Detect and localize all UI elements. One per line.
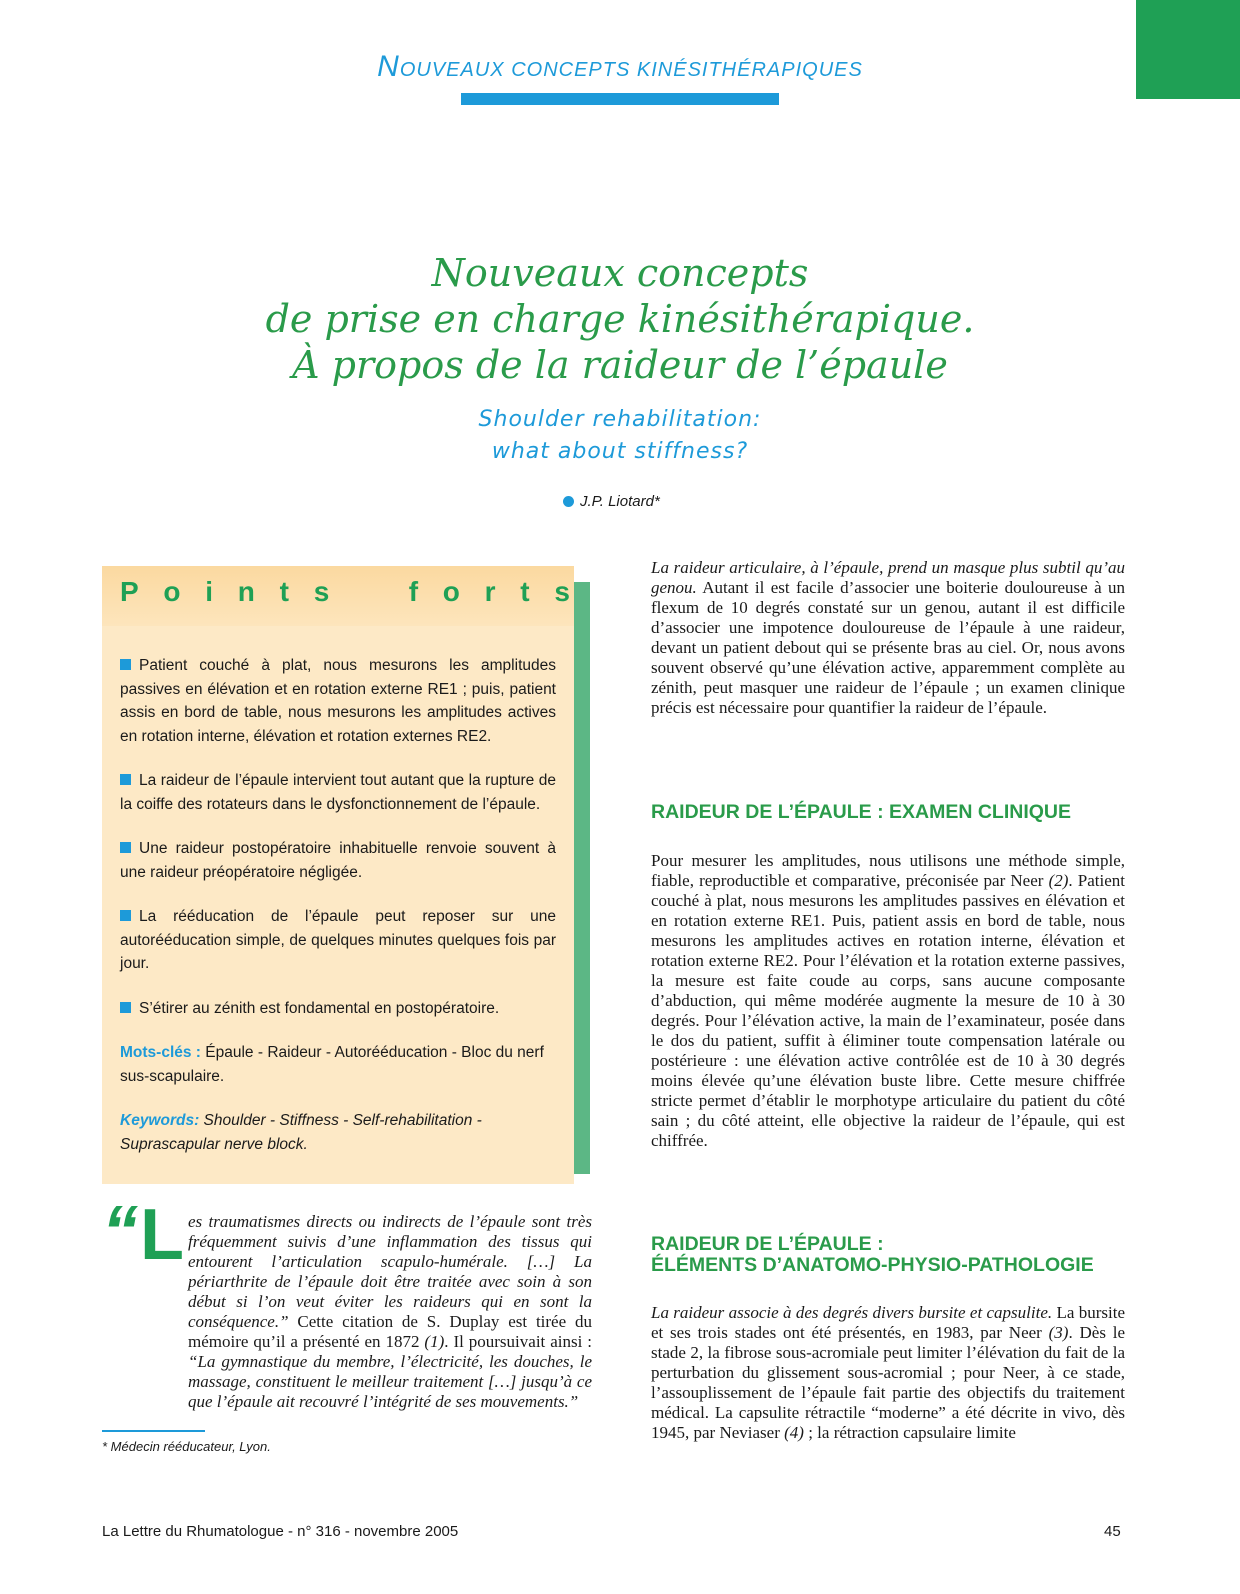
- section-heading-initial: N: [377, 50, 400, 83]
- mots-cles-label: Mots-clés :: [120, 1044, 201, 1061]
- list-item: Patient couché à plat, nous mesurons les amplitudes passives en élévation et en rotation externe RE1 ; puis, patient assis en bord de table, nous mesurons les amplitudes actives en rotation interne, élévation et rotation externes RE2.: [120, 657, 556, 745]
- citation-ref: (3): [1048, 1323, 1069, 1342]
- mots-cles-text: Épaule - Raideur - Autorééducation - Bloc du nerf sus-scapulaire.: [120, 1044, 544, 1085]
- subtitle-line-2: what about stiffness?: [491, 439, 749, 464]
- paragraph: La raideur articulaire, à l’épaule, prend un masque plus subtil qu’au genou. Autant il est facile d’associer une boiterie douloureuse à un flexum de 10 degrés constaté sur un genou, autant il est difficile d’associer une impotence douloureuse de l’épaule à une raideur, devant un patient debout qui se présente bras au ciel. Or, nous avons souvent observé qu’une élévation active, apparemment complète au zénith, peut masquer une raideur de l’épaule ; un examen clinique précis est nécessaire pour quantifier la raideur de l’épaule.: [651, 558, 1125, 717]
- citation-ref: (2): [1048, 871, 1069, 890]
- bullet-dot-icon: [563, 496, 574, 507]
- section-heading-rest: OUVEAUX CONCEPTS KINÉSITHÉRAPIQUES: [399, 59, 863, 81]
- square-bullet-icon: [120, 910, 131, 921]
- right-column: [651, 558, 1125, 718]
- title-line-2: de prise en charge kinésithérapique.: [265, 297, 975, 341]
- author-line: [563, 493, 660, 510]
- list-item: Une raideur postopératoire inhabituelle renvoie souvent à une raideur préopératoire négligée.: [120, 840, 556, 881]
- pf-letter: P: [120, 576, 139, 607]
- page-number: 45: [1104, 1523, 1121, 1540]
- points-forts-header: [102, 566, 574, 626]
- keywords: [120, 1109, 556, 1156]
- pf-letter: o: [442, 576, 460, 607]
- title-line-1: Nouveaux concepts: [431, 251, 809, 295]
- points-forts-shadow: [574, 582, 590, 1174]
- pf-letter: t: [520, 576, 530, 607]
- paragraph: Pour mesurer les amplitudes, nous utilisons une méthode simple, fiable, reproductible et comparative, préconisée par Neer (2). Patient couché à plat, nous mesurons les amplitudes passives en élévation et en rotation externe RE1. Puis, patient assis en bord de table, nous mesurons les amplitudes actives en rotation interne, élévation et rotation externe RE2. Pour l’élévation et la rotation externe passives, la mesure est faite coude au corps, sans aucune composante d’abduction, qui même modérée augmente la mesure de 10 à 30 degrés. Pour l’élévation active, la main de l’examinateur, posée dans le dos du patient, suffit à éliminer toute compensation latérale ou postérieure : une élévation active contrôlée est de 10 à 30 degrés moins élevée qu’une élévation buste libre. Cette mesure chiffrée stricte permet d’établir le morphotype articulaire du patient du côté sain ; du côté atteint, elle objective la raideur de l’épaule, qui est chiffrée.: [651, 851, 1126, 1150]
- opening-quote-mark: “: [102, 1192, 138, 1272]
- footer-journal: La Lettre du Rhumatologue - n° 316 - novembre 2005: [102, 1523, 459, 1540]
- intro-text: es traumatismes directs ou indirects de l’épaule sont très fréquemment suivis d’une inflammation des tissus qui entourent l’articulation scapulo-humérale. […] La périarthrite de l’épaule doit être traitée avec soin à son début si l’on veut éviter les raideurs qui en sont la conséquence.” Cette citation de S. Duplay est tirée du mémoire qu’il a présenté en 1872 (1). Il poursuivait ainsi : “La gymnastique du membre, l’électricité, les douches, le massage, constituent le meilleur traitement […] jusqu’à ce que l’épaule ait recouvré l’intégrité de ses mouvements.”: [188, 1212, 592, 1411]
- pf-letter: s: [313, 576, 330, 607]
- paragraph-anatomo: [651, 1303, 1125, 1443]
- title-line-3: À propos de la raideur de l’épaule: [292, 343, 948, 387]
- footnote: * Médecin rééducateur, Lyon.: [102, 1439, 271, 1454]
- pf-word-gap: [354, 576, 384, 608]
- list-item: La rééducation de l’épaule peut reposer sur une autorééducation simple, de quelques minutes quelques fois par jour.: [120, 908, 556, 972]
- pf-letter: r: [484, 576, 496, 607]
- points-forts-box: [102, 566, 574, 1184]
- drop-cap: L: [140, 1195, 184, 1275]
- citation-ref: (1): [424, 1332, 445, 1351]
- section-heading-anatomo: RAIDEUR DE L’ÉPAULE : ÉLÉMENTS D’ANATOMO-PHYSIO-PATHOLOGIE: [651, 1233, 1094, 1276]
- paragraph: La raideur associe à des degrés divers bursite et capsulite. La bursite et ses trois stades ont été présentés, en 1983, par Neer (3). Dès le stade 2, la fibrose sous-acromiale peut limiter l’élévation du fait de la perturbation du glissement sous-acromial ; pour Neer, à ce stade, l’assouplissement de l’épaule fait partie des objectifs du traitement médical. La capsulite rétractile “moderne” a été décrite in vivo, dès 1945, par Neviaser (4) ; la rétraction capsulaire limite: [651, 1303, 1126, 1442]
- article-subtitle: [0, 404, 1240, 468]
- points-forts-list: [120, 654, 556, 1177]
- pf-letter: i: [205, 576, 214, 607]
- pf-letter: o: [163, 576, 181, 607]
- list-item: S’étirer au zénith est fondamental en postopératoire.: [120, 997, 556, 1021]
- section-underline-bar: [461, 93, 779, 105]
- points-forts-title: [120, 576, 570, 608]
- intro-quote-2: “La gymnastique du membre, l’électricité, les douches, le massage, constituent le meilleur traitement […] jusqu’à ce que l’épaule ait recouvré l’intégrité de ses mouvements.”: [188, 1352, 592, 1411]
- footnote-rule: [102, 1430, 205, 1432]
- subtitle-line-1: Shoulder rehabilitation:: [478, 407, 762, 432]
- section-heading: [0, 50, 1240, 84]
- pf-letter: t: [279, 576, 289, 607]
- pf-letter: n: [237, 576, 255, 607]
- mots-cles: [120, 1041, 556, 1088]
- paragraph-exam: [651, 851, 1125, 1151]
- article-title: [0, 250, 1240, 388]
- square-bullet-icon: [120, 774, 131, 785]
- square-bullet-icon: [120, 842, 131, 853]
- pf-letter: s: [554, 576, 570, 607]
- intro-quote: es traumatismes directs ou indirects de l’épaule sont très fréquemment suivis d’une inflammation des tissus qui entourent l’articulation scapulo-humérale. […] La périarthrite de l’épaule doit être traitée avec soin à son début si l’on veut éviter les raideurs qui en sont la conséquence.”: [188, 1212, 592, 1331]
- keywords-text: Shoulder - Stiffness - Self-rehabilitation - Suprascapular nerve block.: [120, 1112, 482, 1153]
- intro-paragraph: [102, 1212, 592, 1412]
- square-bullet-icon: [120, 659, 131, 670]
- list-item: La raideur de l’épaule intervient tout autant que la rupture de la coiffe des rotateurs dans le dysfonctionnement de l’épaule.: [120, 772, 556, 813]
- citation-ref: (4): [784, 1423, 804, 1442]
- pf-letter: f: [408, 576, 419, 607]
- author-name: J.P. Liotard*: [580, 493, 660, 510]
- square-bullet-icon: [120, 1002, 131, 1013]
- section-heading-exam: RAIDEUR DE L’ÉPAULE : EXAMEN CLINIQUE: [651, 801, 1072, 823]
- keywords-label: Keywords:: [120, 1112, 200, 1129]
